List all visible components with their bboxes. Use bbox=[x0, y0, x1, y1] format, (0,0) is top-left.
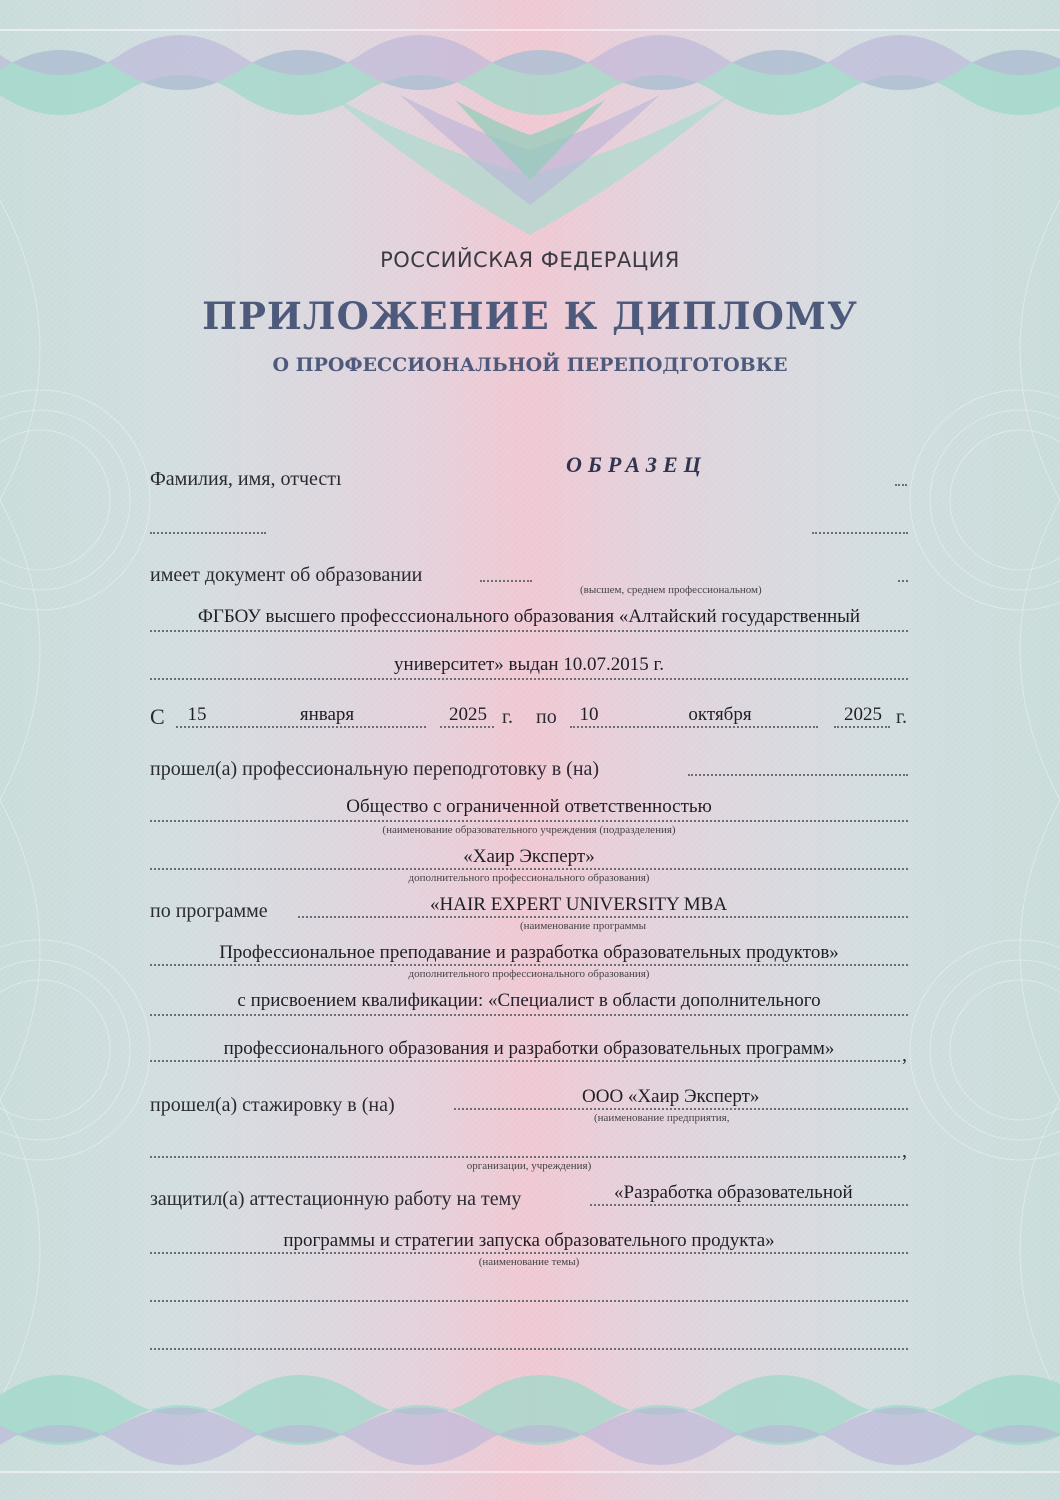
program-caption-2: дополнительного профессионального образования) bbox=[408, 968, 650, 980]
qualification-comma: , bbox=[902, 1044, 907, 1066]
period-from-line-2 bbox=[440, 726, 494, 728]
retraining-label: прошел(а) профессиональную переподготовку в (на) bbox=[150, 758, 600, 780]
period-to-label: по bbox=[536, 706, 557, 728]
internship-line bbox=[454, 1108, 908, 1110]
document-title: ПРИЛОЖЕНИЕ К ДИПЛОМУ bbox=[202, 294, 858, 338]
period-from-year: 2025 bbox=[449, 704, 487, 725]
thesis-line bbox=[590, 1204, 908, 1206]
year-suffix-2: г. bbox=[896, 706, 907, 728]
institution-caption: (наименование образовательного учреждения (подразделения) bbox=[382, 824, 676, 836]
period-to-year: 2025 bbox=[844, 704, 882, 725]
qualification-dots-2 bbox=[150, 1060, 900, 1062]
education-line-2 bbox=[150, 630, 908, 632]
internship-label: прошел(а) стажировку в (на) bbox=[150, 1094, 395, 1116]
period-from-month: января bbox=[299, 704, 355, 725]
program-line-2 bbox=[150, 964, 908, 966]
thesis-value-2: программы и стратегии запуска образовательного продукта» bbox=[283, 1230, 775, 1251]
program-value-2: Профессиональное преподавание и разработка образовательных продуктов» bbox=[219, 942, 839, 963]
program-label: по программе bbox=[150, 900, 268, 922]
education-value-1: ФГБОУ высшего професссионального образования «Алтайский государственный bbox=[197, 606, 861, 627]
qualification-line-1: с присвоением квалификации: «Специалист в области дополнительного bbox=[237, 990, 821, 1011]
thesis-line-4 bbox=[150, 1348, 908, 1350]
country-heading: РОССИЙСКАЯ ФЕДЕРАЦИЯ bbox=[380, 248, 680, 272]
education-line bbox=[480, 580, 532, 582]
year-suffix-1: г. bbox=[502, 706, 513, 728]
period-to-line-1 bbox=[570, 726, 818, 728]
institution-value: Общество с ограниченной ответственностью bbox=[346, 796, 712, 817]
period-to-day: 10 bbox=[579, 704, 599, 725]
sample-watermark: ОБРАЗЕЦ bbox=[566, 452, 707, 477]
education-line-3 bbox=[150, 678, 908, 680]
thesis-caption: (наименование темы) bbox=[478, 1256, 580, 1268]
thesis-value-1: «Разработка образовательной bbox=[614, 1182, 853, 1203]
internship-line-2 bbox=[150, 1156, 900, 1158]
education-label: имеет документ об образовании bbox=[150, 564, 423, 586]
name-line-2-left bbox=[150, 532, 266, 534]
education-value-2: университет» выдан 10.07.2015 г. bbox=[394, 654, 664, 675]
name-line-2-right bbox=[812, 532, 908, 534]
institution-line bbox=[150, 820, 908, 822]
program-caption-1: (наименование программы bbox=[520, 920, 646, 932]
period-to-month: октября bbox=[688, 704, 752, 725]
program-line bbox=[298, 916, 908, 918]
qualification-line-2: профессионального образования и разработки образовательных программ» bbox=[223, 1038, 835, 1059]
internship-caption-2: организации, учреждения) bbox=[466, 1160, 592, 1172]
qualification-dots-1 bbox=[150, 1014, 908, 1016]
document-subtitle: О ПРОФЕССИОНАЛЬНОЙ ПЕРЕПОДГОТОВКЕ bbox=[272, 354, 788, 376]
name-line bbox=[895, 484, 907, 486]
institution-caption-2: дополнительного профессионального образования) bbox=[408, 872, 650, 884]
education-caption: (высшем, среднем профессиональном) bbox=[580, 584, 762, 596]
institution-value-2: «Хаир Эксперт» bbox=[463, 846, 595, 867]
internship-value: ООО «Хаир Эксперт» bbox=[582, 1086, 760, 1107]
thesis-line-3 bbox=[150, 1300, 908, 1302]
thesis-label: защитил(а) аттестационную работу на тему bbox=[150, 1188, 522, 1210]
retraining-line bbox=[688, 774, 908, 776]
program-value-1: «HAIR EXPERT UNIVERSITY MBA bbox=[430, 894, 728, 915]
period-from-day: 15 bbox=[187, 704, 207, 725]
period-to-line-2 bbox=[834, 726, 890, 728]
education-line-end bbox=[898, 580, 908, 582]
period-from-label: С bbox=[150, 704, 165, 729]
name-label: Фамилия, имя, отчестı bbox=[150, 468, 342, 490]
institution-line-2 bbox=[150, 868, 908, 870]
internship-comma: , bbox=[902, 1140, 907, 1162]
internship-caption-1: (наименование предприятия, bbox=[594, 1112, 730, 1124]
thesis-line-2 bbox=[150, 1252, 908, 1254]
period-from-line-1 bbox=[176, 726, 426, 728]
